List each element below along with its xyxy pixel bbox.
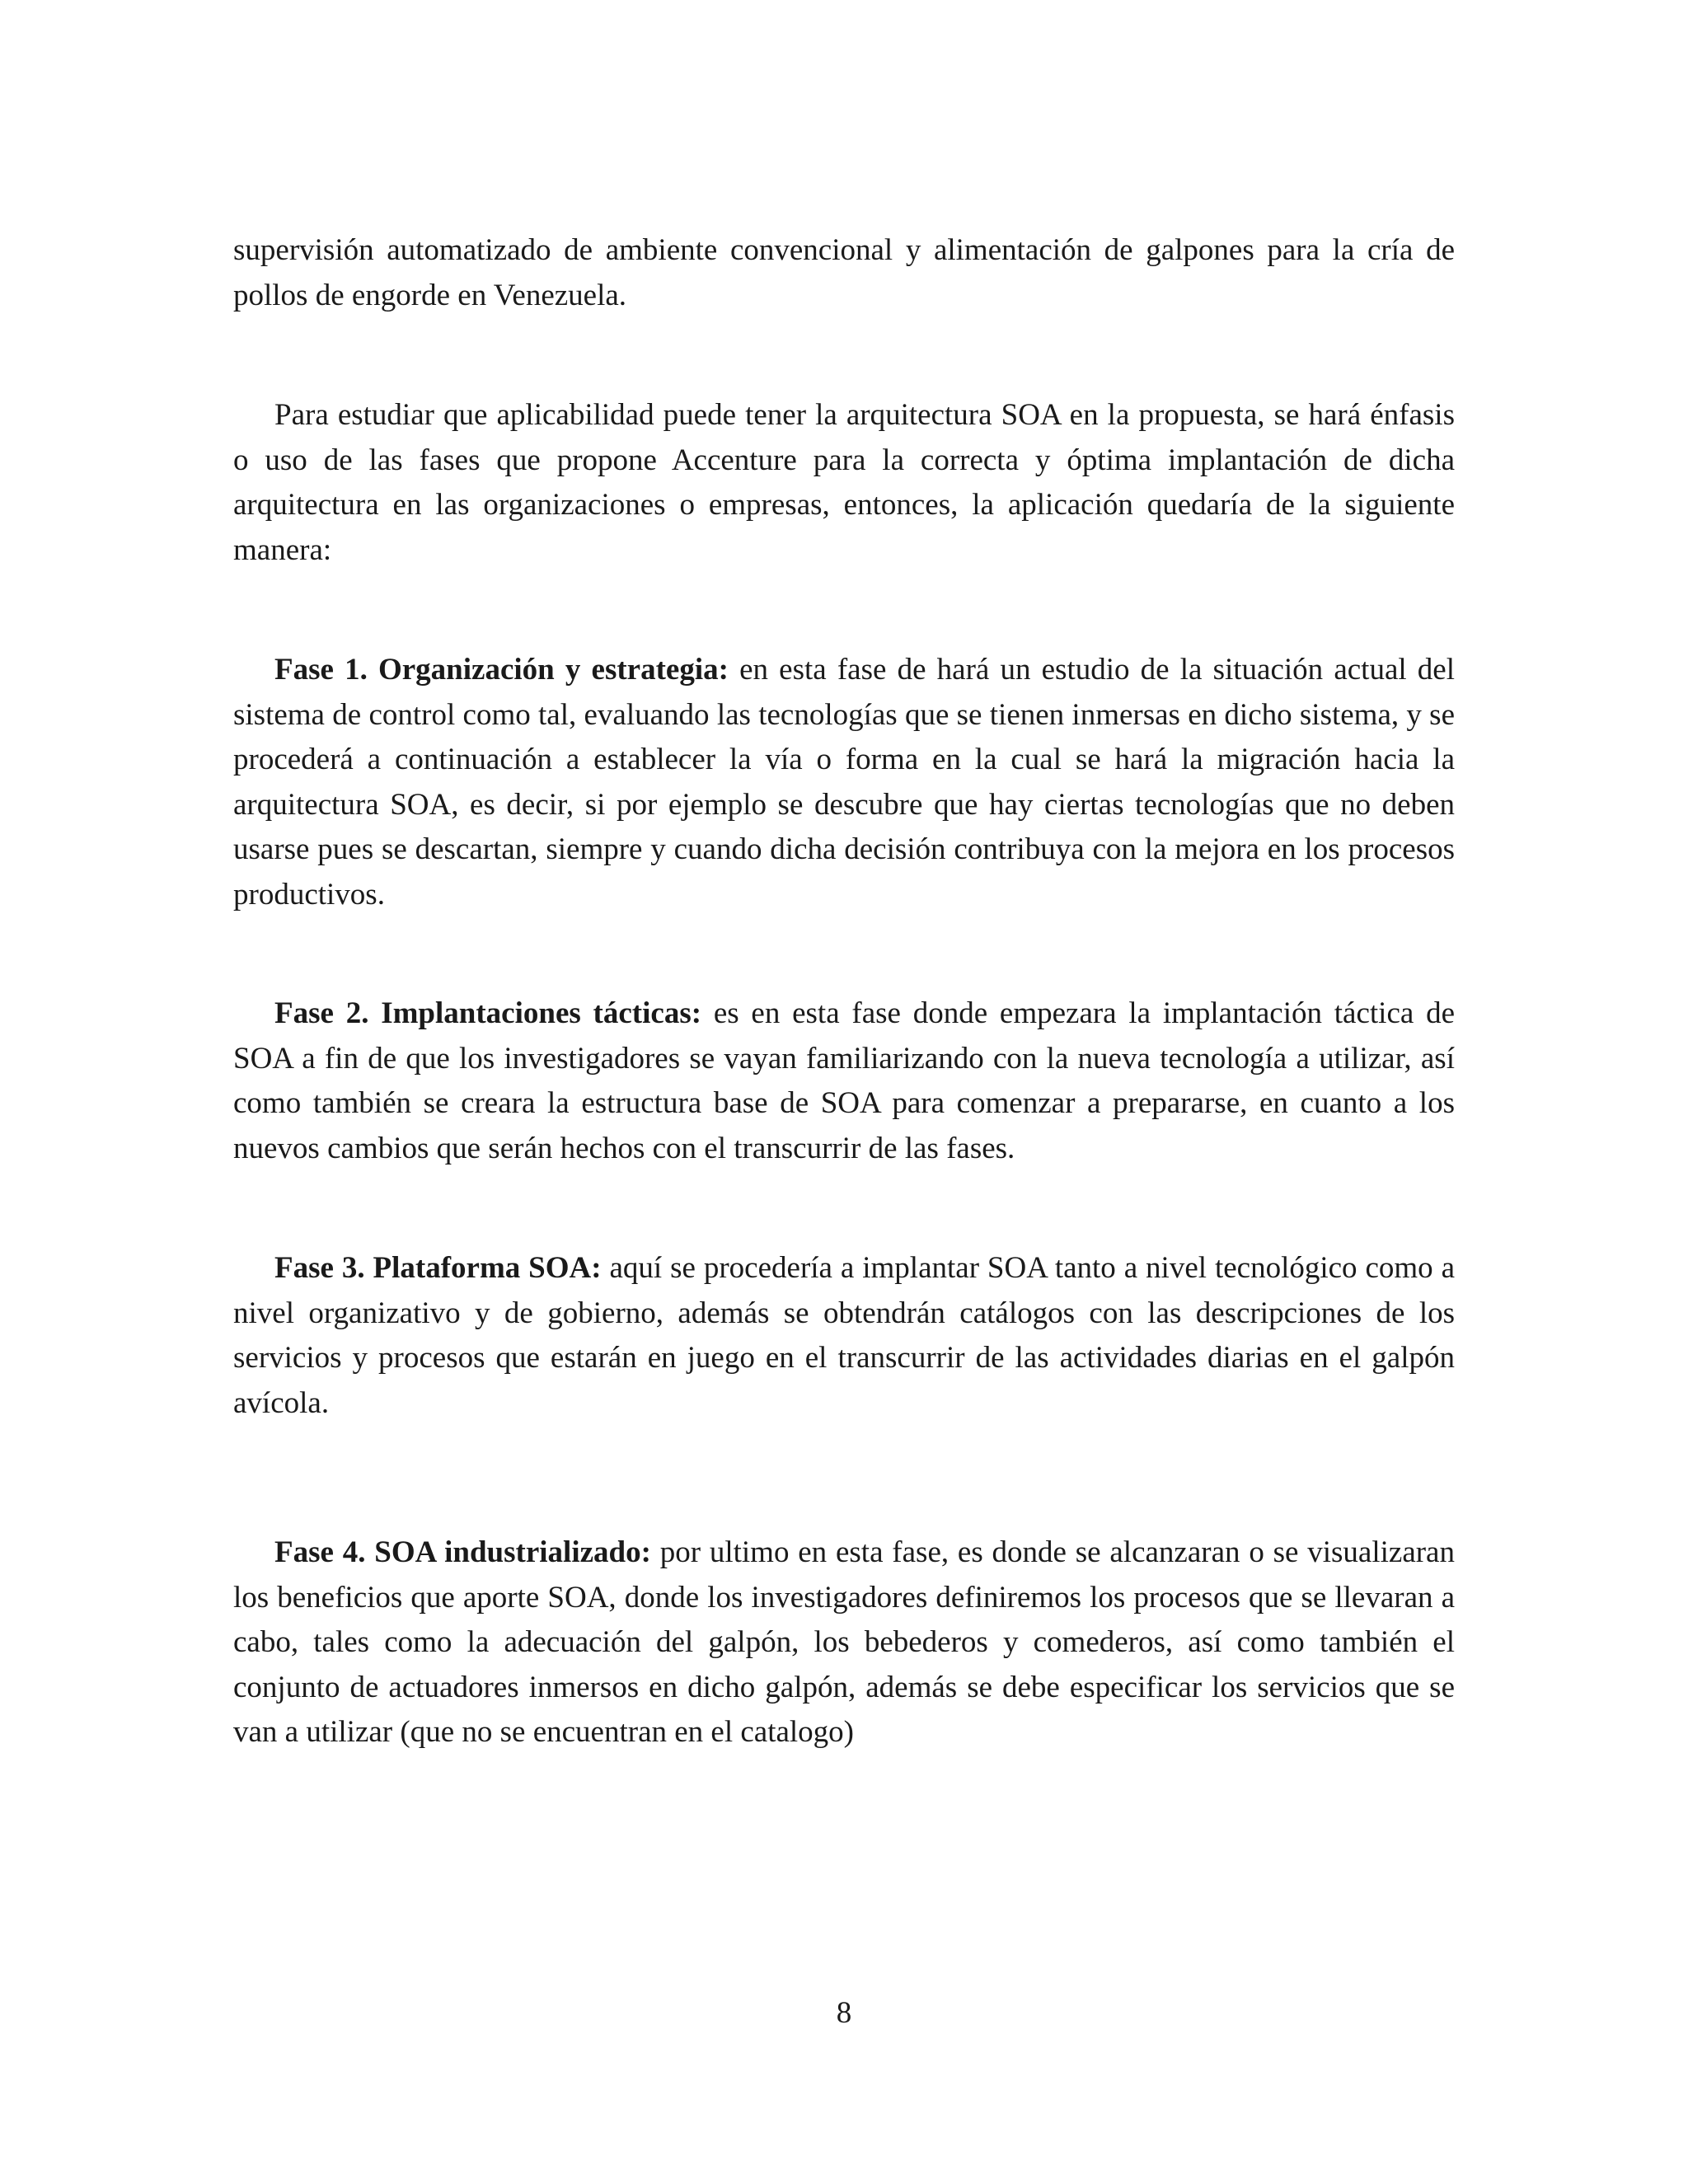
phase-heading: Fase 3. Plataforma SOA:: [274, 1251, 602, 1285]
phase-heading: Fase 1. Organización y estrategia:: [274, 653, 729, 687]
paragraph-phase-1: [233, 648, 1455, 917]
paragraph-phase-3: [233, 1246, 1455, 1426]
paragraph-intro: [233, 393, 1455, 573]
paragraph-text: Para estudiar que aplicabilidad puede tener la arquitectura SOA en la propuesta, se hará énfasis o uso de las fases que propone Accenture para la correcta y óptima implantación de dicha arquitectura en las organizaciones o empresas, entonces, la aplicación quedaría de la siguiente manera:: [233, 398, 1455, 567]
paragraph-text: aquí se procedería a implantar SOA tanto a nivel tecnológico como a nivel organizativo y de gobierno, además se obtendrán catálogos con las descripciones de los servicios y procesos que estarán en juego en el transcurrir de las actividades diarias en el galpón avícola.: [233, 1251, 1456, 1420]
paragraph-phase-4: [233, 1530, 1455, 1755]
phase-heading: Fase 4. SOA industrializado:: [274, 1535, 651, 1569]
page-number: 8: [836, 1996, 852, 2030]
paragraph-text: por ultimo en esta fase, es donde se alcanzaran o se visualizaran los beneficios que aporte SOA, donde los investigadores definiremos los procesos que se llevaran a cabo, tales como la adecuación del galpón, los bebederos y comederos, así como también el conjunto de actuadores inmersos en dicho galpón, además se debe especificar los servicios que se van a utilizar (que no se encuentran en el catalogo): [233, 1535, 1455, 1749]
paragraph-continuation: [233, 228, 1455, 318]
paragraph-text: en esta fase de hará un estudio de la situación actual del sistema de control como tal, evaluando las tecnologías que se tienen inmersas en dicho sistema, y se procederá a continuación a establecer la vía o forma en la cual se hará la migración hacia la arquitectura SOA, es decir, si por ejemplo se descubre que hay ciertas tecnologías que no deben usarse pues se descartan, siempre y cuando dicha decisión contribuya con la mejora en los procesos productivos.: [233, 653, 1455, 912]
phase-heading: Fase 2. Implantaciones tácticas:: [274, 996, 702, 1030]
paragraph-phase-2: [233, 991, 1455, 1171]
paragraph-text: es en esta fase donde empezara la implantación táctica de SOA a fin de que los investigadores se vayan familiarizando con la nueva tecnología a utilizar, así como también se creara la estructura base de SOA para comenzar a prepararse, en cuanto a los nuevos cambios que serán hechos con el transcurrir de las fases.: [233, 996, 1455, 1165]
paragraph-text: supervisión automatizado de ambiente convencional y alimentación de galpones para la cría de pollos de engorde en Venezuela.: [233, 233, 1455, 312]
